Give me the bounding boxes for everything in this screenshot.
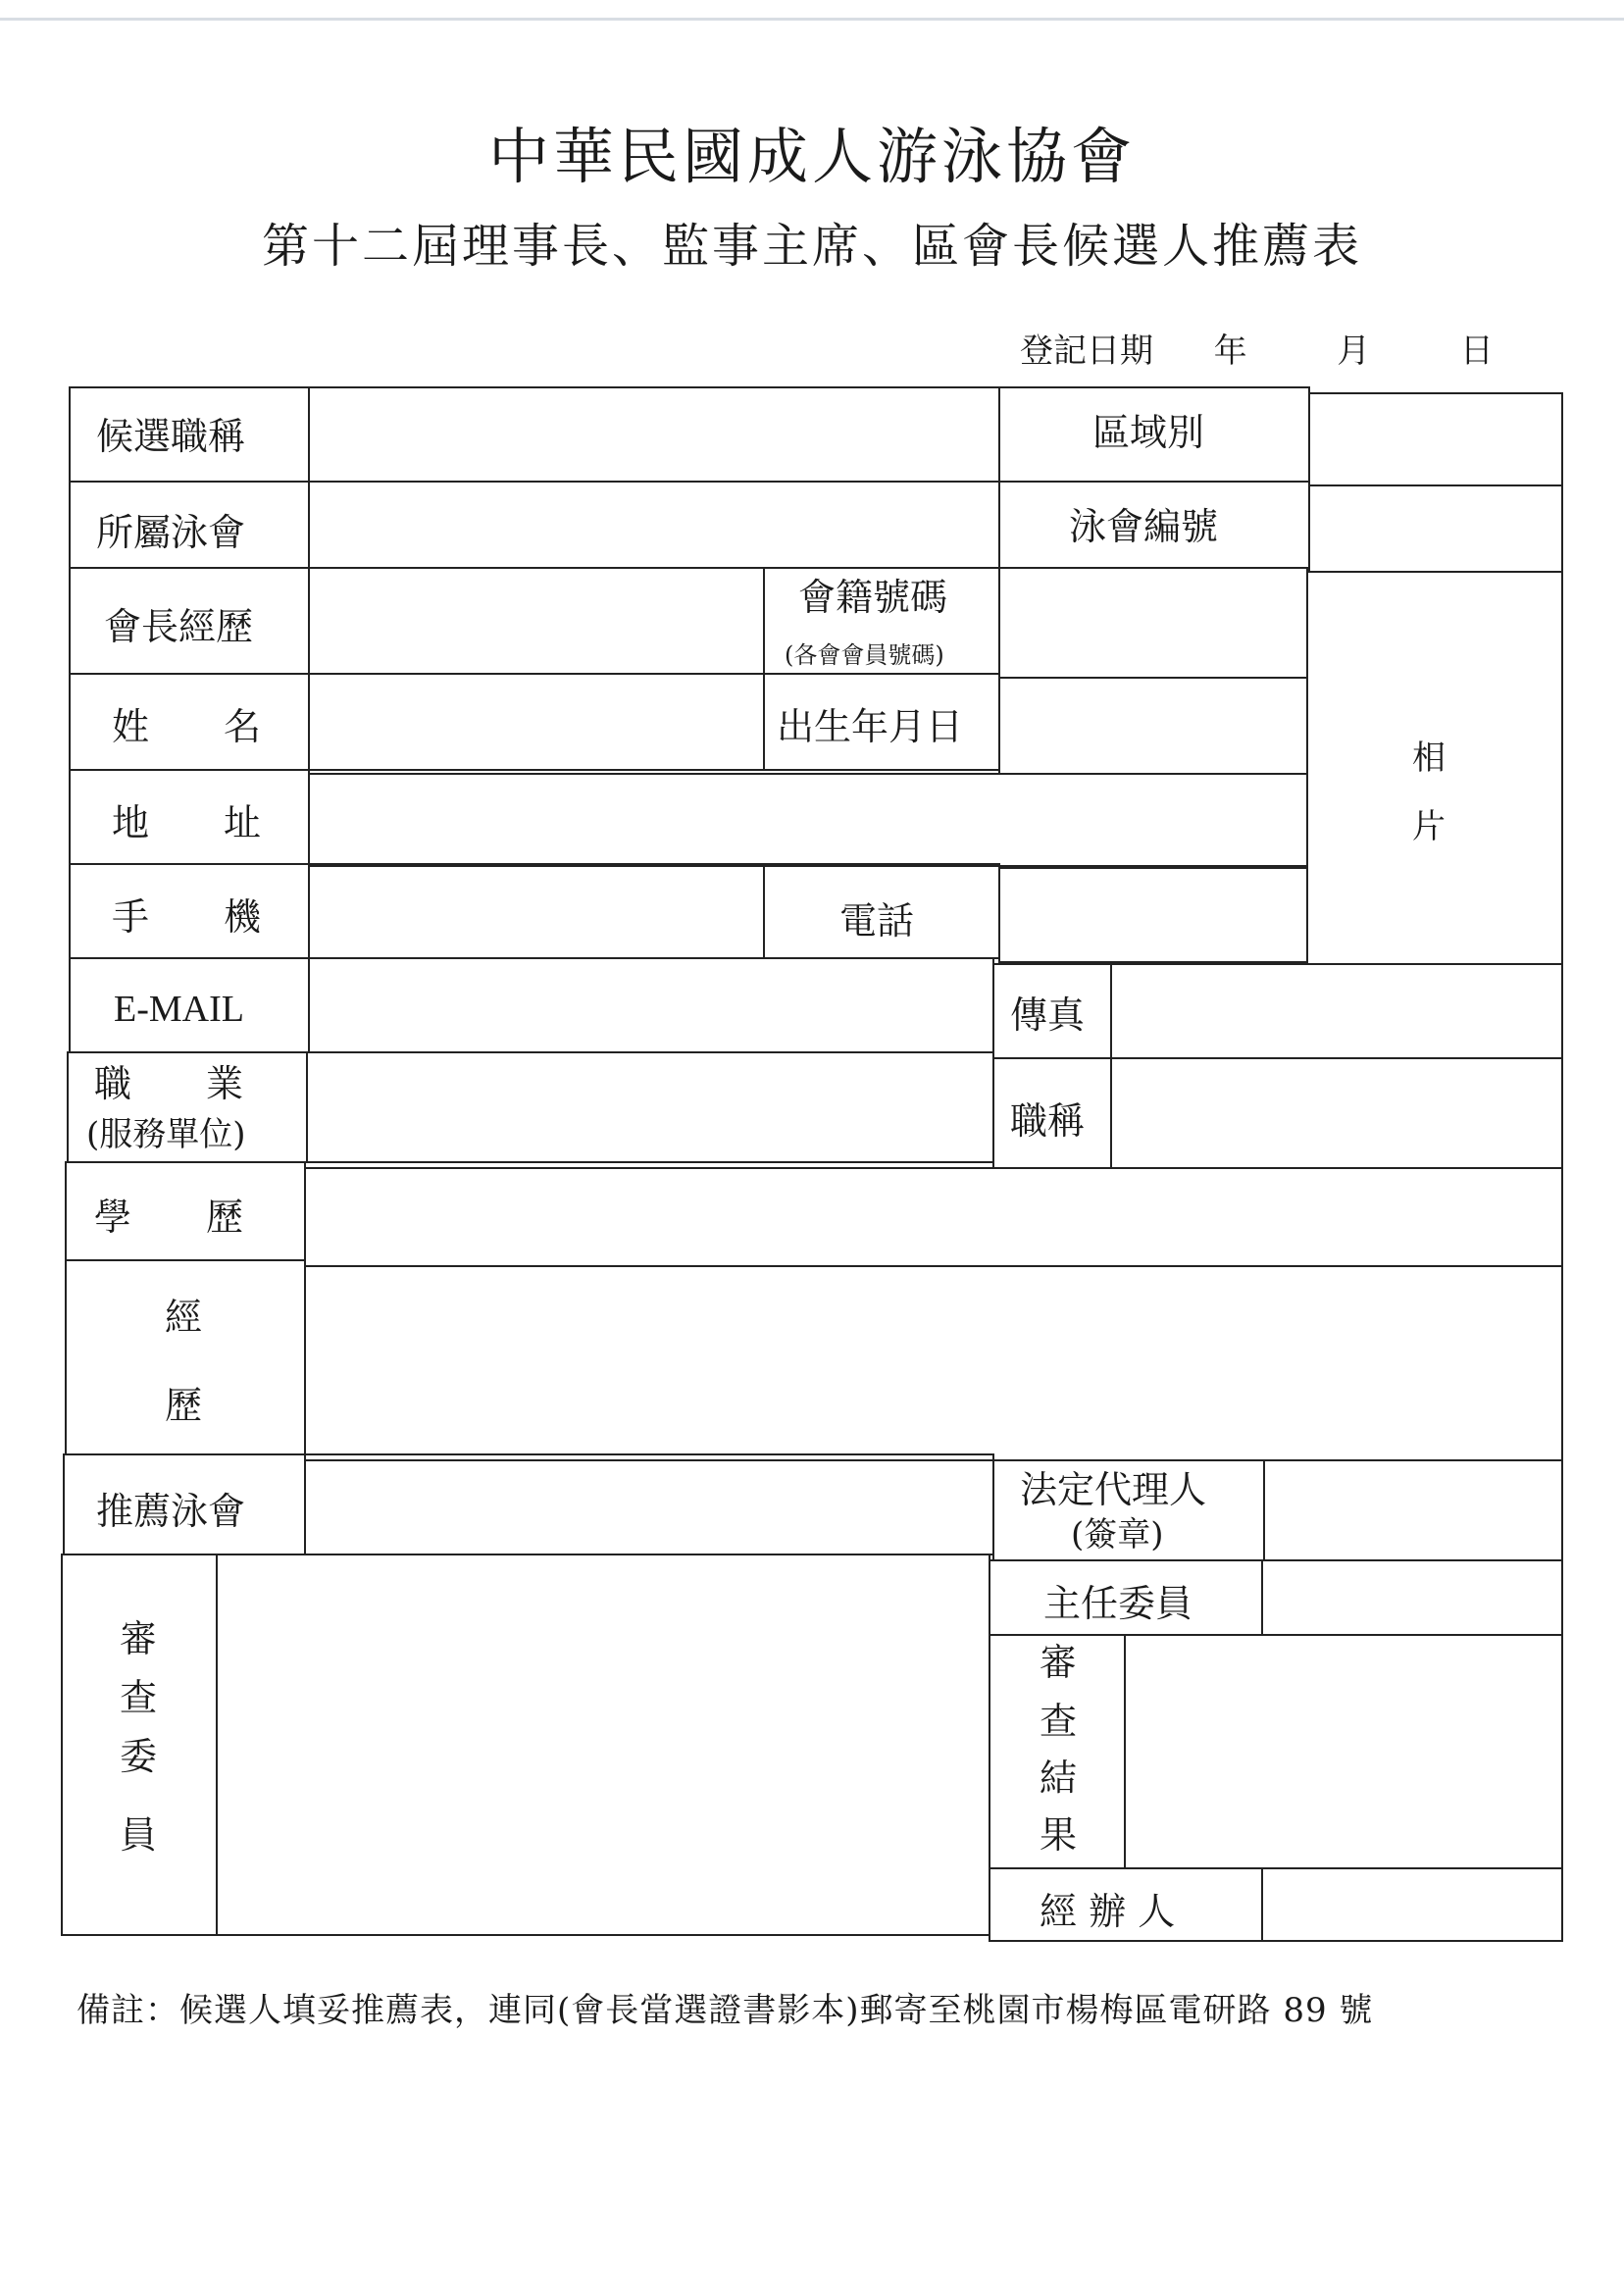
review-result-char-2: 查 <box>1040 1700 1078 1743</box>
occupation-label: 職 業 <box>94 1062 244 1105</box>
photo-label-2: 片 <box>1412 807 1446 846</box>
date-year-label: 年 <box>1213 331 1247 371</box>
fax-label: 傳真 <box>1010 994 1086 1037</box>
address-label: 地 址 <box>112 801 262 844</box>
occupation-note: (服務單位) <box>86 1115 246 1154</box>
birthdate-field[interactable] <box>998 677 1308 775</box>
review-committee-char-4: 員 <box>120 1813 158 1857</box>
club-field[interactable] <box>308 481 1000 569</box>
name-field[interactable] <box>308 673 765 771</box>
recommending-club-label: 推薦泳會 <box>96 1490 246 1533</box>
form-title: 中華民國成人游泳協會 <box>487 121 1136 192</box>
occupation-field[interactable] <box>306 1051 994 1163</box>
review-committee-field[interactable] <box>216 1554 990 1936</box>
email-field[interactable] <box>308 957 994 1053</box>
education-label: 學 歷 <box>94 1196 244 1239</box>
experience-field[interactable] <box>304 1265 1563 1461</box>
review-result-char-3: 結 <box>1040 1757 1078 1800</box>
job-title-field[interactable] <box>1110 1057 1563 1169</box>
date-month-label: 月 <box>1337 331 1371 371</box>
experience-label-1: 經 <box>165 1296 203 1339</box>
chair-member-label: 主任委員 <box>1043 1582 1193 1625</box>
chair-member-field[interactable] <box>1261 1559 1563 1636</box>
president-experience-field[interactable] <box>308 567 765 675</box>
photo-label-1: 相 <box>1412 739 1446 778</box>
club-label: 所屬泳會 <box>96 511 246 554</box>
date-day-label: 日 <box>1459 331 1494 371</box>
job-title-label: 職稱 <box>1010 1099 1086 1143</box>
name-label: 姓 名 <box>112 705 262 748</box>
candidate-title-field[interactable] <box>308 386 1000 483</box>
date-label: 登記日期 <box>1020 331 1153 371</box>
legal-rep-label: 法定代理人 <box>1020 1468 1207 1511</box>
region-label: 區域別 <box>1092 411 1205 454</box>
review-committee-char-2: 查 <box>120 1676 158 1719</box>
footnote: 備註：候選人填妥推薦表，連同(會長當選證書影本)郵寄至桃園市楊梅區電研路 89 號 <box>76 1991 1374 2030</box>
region-field[interactable] <box>1308 392 1563 486</box>
address-field[interactable] <box>308 773 1308 867</box>
member-number-field[interactable] <box>998 567 1308 679</box>
registration-date <box>1020 324 1494 372</box>
review-result-char-4: 果 <box>1040 1813 1078 1857</box>
legal-rep-note: (簽章) <box>1071 1515 1164 1554</box>
review-result-char-1: 審 <box>1040 1641 1078 1684</box>
experience-label-2: 歷 <box>165 1384 203 1427</box>
form-subtitle: 第十二屆理事長、監事主席、區會長候選人推薦表 <box>261 219 1362 274</box>
review-result-field[interactable] <box>1124 1634 1563 1869</box>
president-experience-label: 會長經歷 <box>104 605 254 648</box>
mobile-field[interactable] <box>308 863 765 959</box>
fax-field[interactable] <box>1110 963 1563 1059</box>
phone-field[interactable] <box>998 867 1308 963</box>
mobile-label: 手 機 <box>112 895 262 939</box>
member-number-note: (各會會員號碼) <box>785 641 944 669</box>
club-number-label: 泳會編號 <box>1069 505 1219 548</box>
review-committee-char-1: 審 <box>120 1617 158 1660</box>
legal-rep-field[interactable] <box>1263 1459 1563 1561</box>
birthdate-label: 出生年月日 <box>777 705 964 748</box>
review-committee-char-3: 委 <box>120 1735 158 1778</box>
email-label: E-MAIL <box>114 989 244 1030</box>
recommending-club-field[interactable] <box>304 1453 994 1555</box>
handler-label: 經 辦 人 <box>1040 1890 1176 1933</box>
education-field[interactable] <box>304 1167 1563 1267</box>
member-number-label: 會籍號碼 <box>798 576 948 619</box>
handler-field[interactable] <box>1261 1867 1563 1942</box>
club-number-field[interactable] <box>1308 484 1563 573</box>
candidate-title-label: 候選職稱 <box>96 415 246 458</box>
scan-top-edge <box>0 18 1624 21</box>
phone-label: 電話 <box>839 899 915 943</box>
